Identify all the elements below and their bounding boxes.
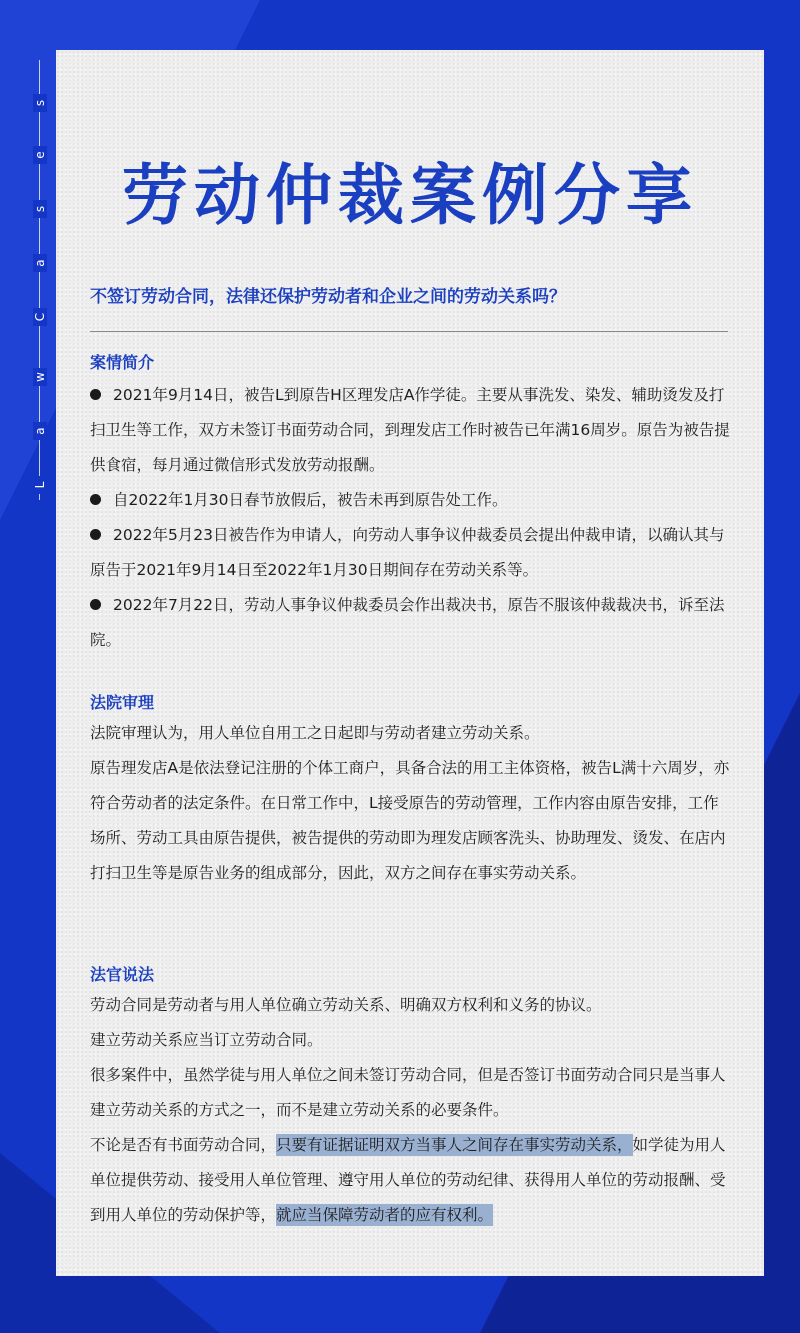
divider xyxy=(90,331,728,332)
section-heading-case-intro: 案情简介 xyxy=(90,353,155,372)
side-letter: e xyxy=(33,146,47,164)
side-letter: s xyxy=(33,200,47,218)
judge-says-body xyxy=(90,988,730,1233)
case-bullet-item xyxy=(90,483,730,518)
side-letter: C xyxy=(33,308,47,326)
judge-says-paragraph-final xyxy=(90,1128,730,1233)
court-review-body xyxy=(90,716,730,891)
page-title: 劳动仲裁案例分享 xyxy=(122,157,698,234)
bullet-icon xyxy=(90,529,101,540)
side-letter: L xyxy=(33,476,47,494)
case-bullet-text: 2021年9月14日，被告L到原告H区理发店A作学徒。主要从事洗发、染发、辅助烫发及打扫卫生等工作，双方未签订书面劳动合同，到理发店工作时被告已年满16周岁。原告为被告提供食宿，每月通过微信形式发放劳动报酬。 xyxy=(90,386,730,474)
case-bullet-item xyxy=(90,588,730,658)
side-letter: a xyxy=(33,422,47,440)
side-letter: w xyxy=(33,368,47,386)
side-vertical-text xyxy=(20,60,60,500)
side-letter: a xyxy=(33,254,47,272)
case-bullet-text: 自2022年1月30日春节放假后，被告未再到原告处工作。 xyxy=(113,491,508,509)
section-heading-court-review: 法院审理 xyxy=(90,693,155,712)
judge-says-paragraph: 建立劳动关系应当订立劳动合同。 xyxy=(90,1031,323,1049)
bullet-icon xyxy=(90,599,101,610)
section-heading-judge-says: 法官说法 xyxy=(90,965,155,984)
judge-says-paragraph: 很多案件中，虽然学徒与用人单位之间未签订劳动合同，但是否签订书面劳动合同只是当事人建立劳动关系的方式之一，而不是建立劳动关系的必要条件。 xyxy=(90,1066,726,1119)
highlighted-text: 就应当保障劳动者的应有权利。 xyxy=(276,1206,494,1224)
case-intro-body xyxy=(90,378,730,658)
highlighted-text: 只要有证据证明双方当事人之间存在事实劳动关系， xyxy=(276,1136,633,1154)
case-bullet-item xyxy=(90,378,730,483)
case-bullet-text: 2022年5月23日被告作为申请人，向劳动人事争议仲裁委员会提出仲裁申请，以确认其与原告于2021年9月14日至2022年1月30日期间存在劳动关系等。 xyxy=(90,526,725,579)
bullet-icon xyxy=(90,389,101,400)
court-review-paragraph: 法院审理认为，用人单位自用工之日起即与劳动者建立劳动关系。 xyxy=(90,724,540,742)
case-bullet-text: 2022年7月22日，劳动人事争议仲裁委员会作出裁决书，原告不服该仲裁裁决书，诉至法院。 xyxy=(90,596,725,649)
case-bullet-item xyxy=(90,518,730,588)
subtitle-question: 不签订劳动合同，法律还保护劳动者和企业之间的劳动关系吗？ xyxy=(90,287,566,307)
judge-says-paragraph: 劳动合同是劳动者与用人单位确立劳动关系、明确双方权利和义务的协议。 xyxy=(90,996,602,1014)
content-card xyxy=(56,50,764,1276)
judge-text: 如学徒为用人单位提供劳动、接受用人单位管理、遵守用人单位的劳动纪律、获得用人单位的劳动报酬、受到用人单位的劳动保护等， xyxy=(90,1136,726,1224)
side-letter: s xyxy=(33,94,47,112)
court-review-paragraph: 原告理发店A是依法登记注册的个体工商户，具备合法的用工主体资格，被告L满十六周岁，亦符合劳动者的法定条件。在日常工作中，L接受原告的劳动管理，工作内容由原告安排，工作场所、劳动工具由原告提供，被告提供的劳动即为理发店顾客洗头、协助理发、烫发、在店内打扫卫生等是原告业务的组成部分，因此，双方之间存在事实劳动关系。 xyxy=(90,759,730,882)
judge-text: 不论是否有书面劳动合同， xyxy=(90,1136,277,1154)
bullet-icon xyxy=(90,494,101,505)
